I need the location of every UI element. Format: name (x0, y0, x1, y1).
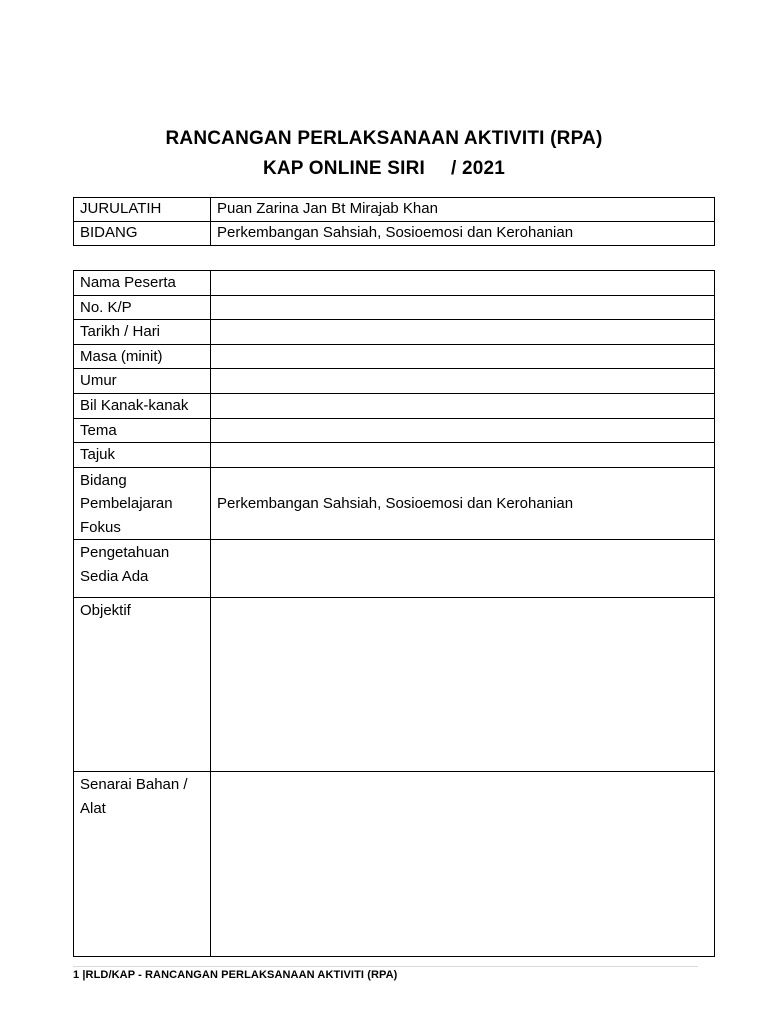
footer-divider (73, 966, 698, 967)
form-row-objektif (74, 598, 715, 772)
no-kp-field[interactable] (211, 295, 715, 320)
tajuk-field[interactable] (211, 443, 715, 468)
form-row-masa (74, 344, 715, 369)
form-label (74, 540, 211, 598)
subtitle-year: / 2021 (451, 158, 506, 179)
info-value: Perkembangan Sahsiah, Sosioemosi dan Kerohanian (211, 222, 715, 246)
label-line: Bidang (80, 471, 127, 489)
form-label: Bil Kanak-kanak (74, 393, 211, 418)
form-label: Tajuk (74, 443, 211, 468)
nama-peserta-field[interactable] (211, 271, 715, 296)
umur-field[interactable] (211, 369, 715, 394)
objektif-field[interactable] (211, 598, 715, 772)
document-subtitle (0, 158, 768, 180)
masa-field[interactable] (211, 344, 715, 369)
document-title: RANCANGAN PERLAKSANAAN AKTIVITI (RPA) (165, 128, 603, 149)
form-label: Umur (74, 369, 211, 394)
form-row-pengetahuan (74, 540, 715, 598)
info-label: JURULATIH (74, 198, 211, 222)
label-line: Alat (80, 799, 106, 817)
info-row-jurulatih (74, 198, 715, 222)
form-row-senarai-bahan (74, 772, 715, 957)
tema-field[interactable] (211, 418, 715, 443)
info-value: Puan Zarina Jan Bt Mirajab Khan (211, 198, 715, 222)
label-line: Pembelajaran (80, 495, 173, 513)
subtitle-series-label: KAP ONLINE SIRI (262, 158, 426, 179)
form-row-bidang-pembelajaran (74, 467, 715, 540)
info-row-bidang (74, 222, 715, 246)
form-label: Nama Peserta (74, 271, 211, 296)
label-line: Sedia Ada (80, 567, 149, 585)
bil-kanak-kanak-field[interactable] (211, 393, 715, 418)
bidang-pembelajaran-field[interactable]: Perkembangan Sahsiah, Sosioemosi dan Kerohanian (211, 467, 715, 540)
trainer-info-table (73, 197, 715, 246)
label-line: Fokus (80, 518, 121, 536)
form-row-tema (74, 418, 715, 443)
form-row-tajuk (74, 443, 715, 468)
form-label (74, 772, 211, 957)
pengetahuan-field[interactable] (211, 540, 715, 598)
form-label: Masa (minit) (74, 344, 211, 369)
label-line: Objektif (80, 602, 131, 620)
form-row-umur (74, 369, 715, 394)
form-label (74, 467, 211, 540)
form-row-no-kp (74, 295, 715, 320)
form-row-tarikh-hari (74, 320, 715, 345)
activity-plan-form (73, 270, 715, 957)
form-row-nama-peserta (74, 271, 715, 296)
label-line: Senarai Bahan / (80, 776, 188, 794)
info-label: BIDANG (74, 222, 211, 246)
form-label: Tema (74, 418, 211, 443)
tarikh-hari-field[interactable] (211, 320, 715, 345)
form-row-bil-kanak-kanak (74, 393, 715, 418)
senarai-bahan-field[interactable] (211, 772, 715, 957)
form-label: Tarikh / Hari (74, 320, 211, 345)
form-label (74, 598, 211, 772)
page-footer: 1 |RLD/KAP - RANCANGAN PERLAKSANAAN AKTIVITI (RPA) (73, 969, 398, 981)
label-line: Pengetahuan (80, 544, 170, 562)
form-label: No. K/P (74, 295, 211, 320)
